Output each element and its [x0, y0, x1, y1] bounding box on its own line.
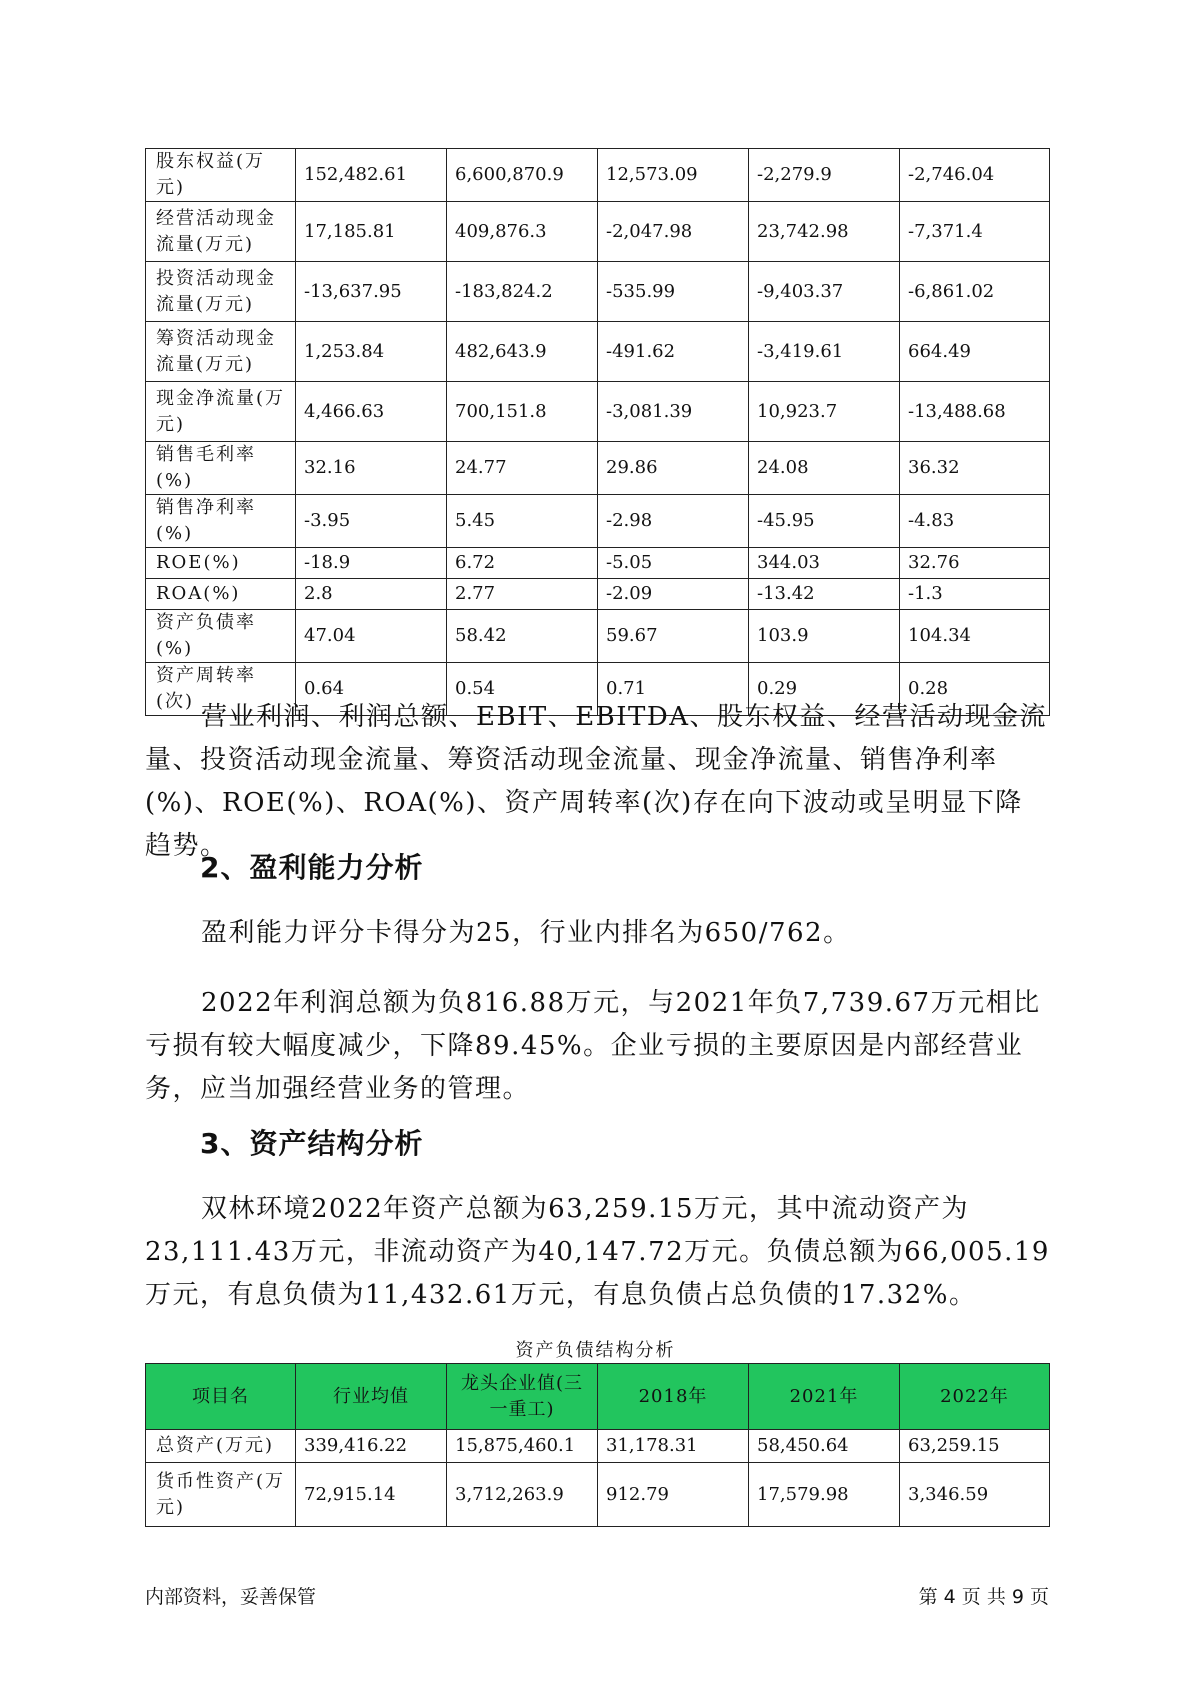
cell-value: -45.95	[749, 495, 900, 548]
cell-value: -183,824.2	[447, 262, 598, 322]
profit-total-paragraph	[145, 982, 1050, 1111]
table-row	[146, 610, 1050, 663]
table-row	[146, 442, 1050, 495]
cell-value: 2.8	[296, 579, 447, 610]
footer-confidential-note: 内部资料，妥善保管	[145, 1586, 317, 1608]
table-row	[146, 1430, 1050, 1463]
row-label: 投资活动现金流量(万元)	[146, 262, 296, 322]
table-header-row	[146, 1364, 1050, 1430]
cell-value: 17,579.98	[749, 1463, 900, 1527]
column-header: 2021年	[749, 1364, 900, 1430]
cell-value: 58.42	[447, 610, 598, 663]
cell-value: 152,482.61	[296, 149, 447, 202]
table-row	[146, 579, 1050, 610]
cell-value: -3.95	[296, 495, 447, 548]
table-row	[146, 495, 1050, 548]
table-row	[146, 149, 1050, 202]
cell-value: 104.34	[900, 610, 1050, 663]
cell-value: 15,875,460.1	[447, 1430, 598, 1463]
row-label: 总资产(万元)	[146, 1430, 296, 1463]
column-header: 龙头企业值(三一重工)	[447, 1364, 598, 1430]
section-heading-profitability: 2、盈利能力分析	[200, 851, 424, 884]
cell-value: 2.77	[447, 579, 598, 610]
table-row	[146, 202, 1050, 262]
cell-value: 6,600,870.9	[447, 149, 598, 202]
cell-value: 32.16	[296, 442, 447, 495]
cell-value: -18.9	[296, 548, 447, 579]
column-header: 行业均值	[296, 1364, 447, 1430]
table-caption: 资产负债结构分析	[515, 1340, 676, 1361]
cell-value: 63,259.15	[900, 1430, 1050, 1463]
cell-value: 72,915.14	[296, 1463, 447, 1527]
cell-value: 12,573.09	[598, 149, 749, 202]
paragraph-text: 营业利润、利润总额、EBIT、EBITDA、股东权益、经营活动现金流量、投资活动现金流量、筹资活动现金流量、现金净流量、销售净利率(%)、ROE(%)、ROA(%)、资产周转率(次)存在向下波动或呈明显下降趋势。	[145, 702, 1048, 861]
row-label: 资产负债率(%)	[146, 610, 296, 663]
trend-summary-paragraph	[145, 696, 1050, 868]
cell-value: -535.99	[598, 262, 749, 322]
cell-value: -4.83	[900, 495, 1050, 548]
cell-value: -13.42	[749, 579, 900, 610]
cell-value: 912.79	[598, 1463, 749, 1527]
row-label: 股东权益(万元)	[146, 149, 296, 202]
cell-value: 6.72	[447, 548, 598, 579]
column-header: 项目名	[146, 1364, 296, 1430]
cell-value: 0.29	[749, 663, 900, 716]
table-row	[146, 322, 1050, 382]
paragraph-text: 2022年利润总额为负816.88万元，与2021年负7,739.67万元相比亏损有较大幅度减少，下降89.45%。企业亏损的主要原因是内部经营业务，应当加强经营业务的管理。	[145, 988, 1041, 1104]
cell-value: 103.9	[749, 610, 900, 663]
cell-value: 0.54	[447, 663, 598, 716]
table-row	[146, 1463, 1050, 1527]
paragraph-text: 盈利能力评分卡得分为25，行业内排名为650/762。	[201, 918, 851, 948]
table-row	[146, 548, 1050, 579]
column-header: 2018年	[598, 1364, 749, 1430]
cell-value: -2.98	[598, 495, 749, 548]
cell-value: 5.45	[447, 495, 598, 548]
cell-value: 4,466.63	[296, 382, 447, 442]
cell-value: 36.32	[900, 442, 1050, 495]
cell-value: -9,403.37	[749, 262, 900, 322]
cell-value: 32.76	[900, 548, 1050, 579]
cell-value: 339,416.22	[296, 1430, 447, 1463]
cell-value: 664.49	[900, 322, 1050, 382]
cell-value: 0.71	[598, 663, 749, 716]
row-label: ROE(%)	[146, 548, 296, 579]
table-row	[146, 382, 1050, 442]
cell-value: 10,923.7	[749, 382, 900, 442]
asset-liability-structure-table	[145, 1363, 1050, 1527]
cell-value: -2,047.98	[598, 202, 749, 262]
cell-value: 3,712,263.9	[447, 1463, 598, 1527]
row-label: 筹资活动现金流量(万元)	[146, 322, 296, 382]
column-header: 2022年	[900, 1364, 1050, 1430]
cell-value: -13,637.95	[296, 262, 447, 322]
cell-value: 409,876.3	[447, 202, 598, 262]
cell-value: 23,742.98	[749, 202, 900, 262]
cell-value: 3,346.59	[900, 1463, 1050, 1527]
cell-value: 700,151.8	[447, 382, 598, 442]
financial-indicators-table	[145, 148, 1050, 716]
cell-value: 344.03	[749, 548, 900, 579]
cell-value: -3,419.61	[749, 322, 900, 382]
cell-value: 24.77	[447, 442, 598, 495]
cell-value: 59.67	[598, 610, 749, 663]
row-label: ROA(%)	[146, 579, 296, 610]
cell-value: 58,450.64	[749, 1430, 900, 1463]
cell-value: -2,279.9	[749, 149, 900, 202]
cell-value: 17,185.81	[296, 202, 447, 262]
cell-value: -6,861.02	[900, 262, 1050, 322]
cell-value: 0.28	[900, 663, 1050, 716]
cell-value: 482,643.9	[447, 322, 598, 382]
table-row	[146, 262, 1050, 322]
cell-value: 0.64	[296, 663, 447, 716]
footer-page-number: 第 4 页 共 9 页	[918, 1586, 1049, 1608]
cell-value: -13,488.68	[900, 382, 1050, 442]
asset-structure-paragraph	[145, 1188, 1050, 1317]
row-label: 销售净利率(%)	[146, 495, 296, 548]
cell-value: 31,178.31	[598, 1430, 749, 1463]
row-label: 销售毛利率(%)	[146, 442, 296, 495]
cell-value: -2,746.04	[900, 149, 1050, 202]
row-label: 经营活动现金流量(万元)	[146, 202, 296, 262]
cell-value: -5.05	[598, 548, 749, 579]
cell-value: 29.86	[598, 442, 749, 495]
profitability-score-paragraph	[145, 912, 1050, 955]
section-heading-asset-structure: 3、资产结构分析	[200, 1127, 424, 1160]
cell-value: -7,371.4	[900, 202, 1050, 262]
cell-value: 1,253.84	[296, 322, 447, 382]
cell-value: 47.04	[296, 610, 447, 663]
cell-value: 24.08	[749, 442, 900, 495]
cell-value: -491.62	[598, 322, 749, 382]
paragraph-text: 双林环境2022年资产总额为63,259.15万元，其中流动资产为23,111.43万元，非流动资产为40,147.72万元。负债总额为66,005.19万元，有息负债为11,432.61万元，有息负债占总负债的17.32%。	[145, 1194, 1050, 1310]
cell-value: -3,081.39	[598, 382, 749, 442]
cell-value: -2.09	[598, 579, 749, 610]
row-label: 现金净流量(万元)	[146, 382, 296, 442]
row-label: 货币性资产(万元)	[146, 1463, 296, 1527]
row-label: 资产周转率(次)	[146, 663, 296, 716]
cell-value: -1.3	[900, 579, 1050, 610]
